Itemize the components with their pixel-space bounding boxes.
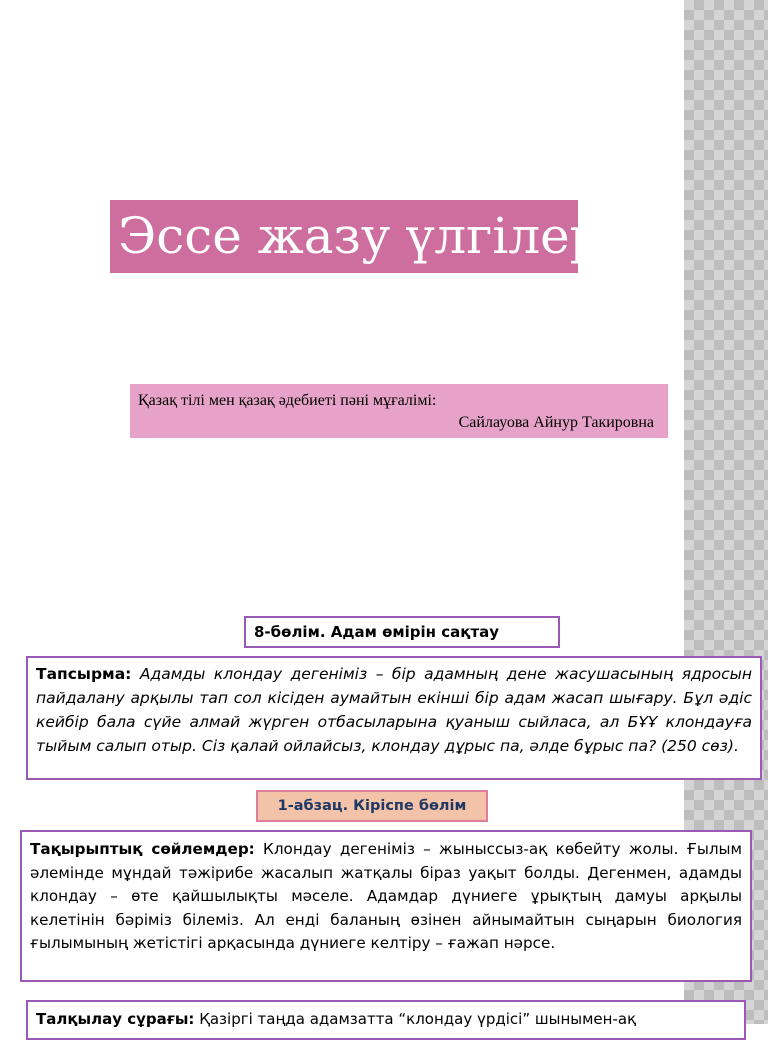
- discussion-text: Қазіргі таңда адамзатта “клондау үрдісі” шынымен-ақ: [199, 1010, 637, 1028]
- task-block: [26, 656, 762, 780]
- discussion-block: [26, 1000, 746, 1040]
- thesis-text: Клондау дегеніміз – жыныссыз-ақ көбейту жолы. Ғылым әлемінде мұндай тәжірибе жасалып жатқалы біраз уақыт болды. Дегенмен, адамды клондау – өте қайшылықты мәселе. Адамдар дүниеге ұрықтың дамуы арқылы келетінін бәріміз білеміз. Ал енді баланың өзінен айнымайтын сыңарын биология ғылымының жетістігі арқасында дүниеге келтіру – ғажап нәрсе.: [30, 840, 742, 952]
- discussion-label: Талқылау сұрағы:: [36, 1010, 195, 1028]
- author-name: Сайлауова Айнур Такировна: [458, 414, 654, 431]
- task-label: Тапсырма: [36, 665, 126, 683]
- author-role: Қазақ тілі мен қазақ әдебиеті пәні мұғалімі:: [138, 392, 437, 409]
- section-heading: 8-бөлім. Адам өмірін сақтау: [244, 616, 560, 648]
- author-info: [130, 384, 668, 438]
- paragraph-label: 1-абзац. Кіріспе бөлім: [256, 790, 488, 822]
- task-label-colon: :: [125, 665, 132, 683]
- thesis-block: [20, 830, 752, 982]
- page-title: Эссе жазу үлгілері: [110, 200, 578, 273]
- task-text: Адамды клондау дегеніміз – бір адамның дене жасушасының ядросын пайдалану арқылы тап сол кісіден аумайтын екінші бір адам жасап шығару. Бұл әдіс кейбір бала сүйе алмай жүрген отбасыларына қуаныш сыйласа, ал БҰҰ клондауға тыйым салып отыр. Сіз қалай ойлайсыз, клондау дұрыс па, әлде бұрыс па? (250 сөз).: [36, 665, 752, 755]
- thesis-label: Тақырыптық сөйлемдер:: [30, 840, 255, 858]
